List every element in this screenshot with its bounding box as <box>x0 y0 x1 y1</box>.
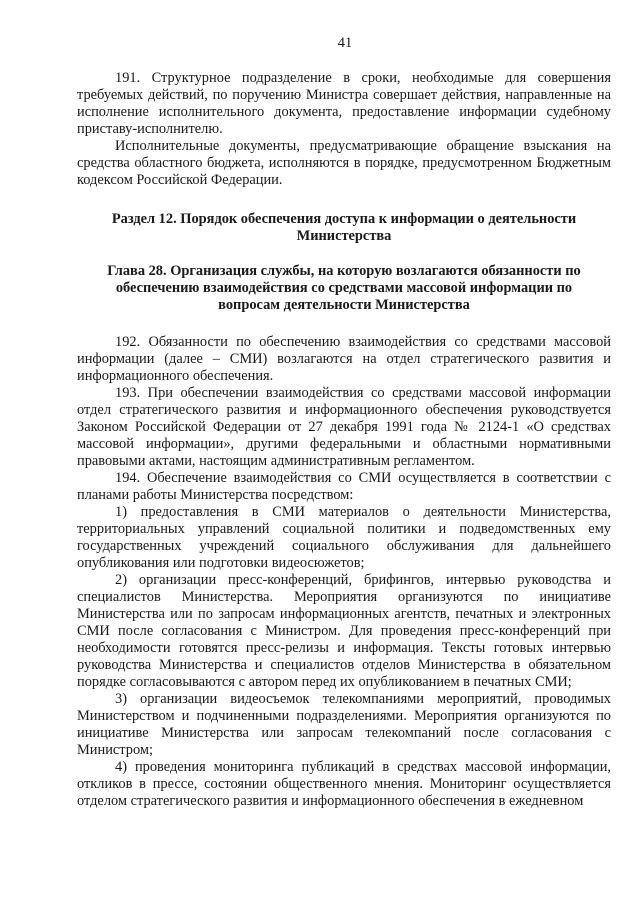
list-item-2: 2) организации пресс-конференций, брифингов, интервью руководства и специалистов Министерства. Мероприятия организуются по инициативе Министерства или по запросам информационных агентств, печатных и электронных СМИ после согласования с Министром. Для проведения пресс-конференций при необходимости готовятся пресс-релизы и информация. Тексты готовых интервью руководства Министерства и специалистов отделов Министерства в обязательном порядке согласовываются с автором перед их опубликованием в печатных СМИ; <box>77 572 611 690</box>
paragraph-191: 191. Структурное подразделение в сроки, необходимые для совершения требуемых действий, по поручению Министра совершает действия, направленные на исполнение исполнительного документа, предоставление информации судебному приставу-исполнителю. <box>77 70 611 137</box>
paragraph-executive-documents: Исполнительные документы, предусматривающие обращение взыскания на средства областного бюджета, исполняются в порядке, предусмотренном Бюджетным кодексом Российской Федерации. <box>77 138 611 188</box>
page-content <box>77 70 611 810</box>
paragraph-194: 194. Обеспечение взаимодействия со СМИ осуществляется в соответствии с планами работы Министерства посредством: <box>77 470 611 503</box>
list-item-4: 4) проведения мониторинга публикаций в средствах массовой информации, откликов в прессе, состоянии общественного мнения. Мониторинг осуществляется отделом стратегического развития и информационного обеспечения в ежедневном <box>77 759 611 809</box>
section-heading: Раздел 12. Порядок обеспечения доступа к информации о деятельности Министерства <box>111 211 577 244</box>
page-number: 41 <box>337 35 353 51</box>
paragraph-192: 192. Обязанности по обеспечению взаимодействия со средствами массовой информации (далее – СМИ) возлагаются на отдел стратегического развития и информационного обеспечения. <box>77 334 611 384</box>
paragraph-193: 193. При обеспечении взаимодействия со средствами массовой информации отдел стратегического развития и информационного обеспечения руководствуется Законом Российской Федерации от 27 декабря 1991 года № 2124-1 «О средствах массовой информации», другими федеральными и областными нормативными правовыми актами, настоящим административным регламентом. <box>77 385 611 469</box>
chapter-heading: Глава 28. Организация службы, на которую возлагаются обязанности по обеспечению взаимодействия со средствами массовой информации по вопросам деятельности Министерства <box>107 263 581 313</box>
list-item-1: 1) предоставления в СМИ материалов о деятельности Министерства, территориальных управлений социальной политики и подведомственных ему государственных учреждений социального обслуживания для дальнейшего опубликования или подготовки видеосюжетов; <box>77 504 611 571</box>
list-item-3: 3) организации видеосъемок телекомпаниями мероприятий, проводимых Министерством и подчиненными подразделениями. Мероприятия организуются по инициативе Министерства или запросам телекомпаний после согласования с Министром; <box>77 691 611 758</box>
